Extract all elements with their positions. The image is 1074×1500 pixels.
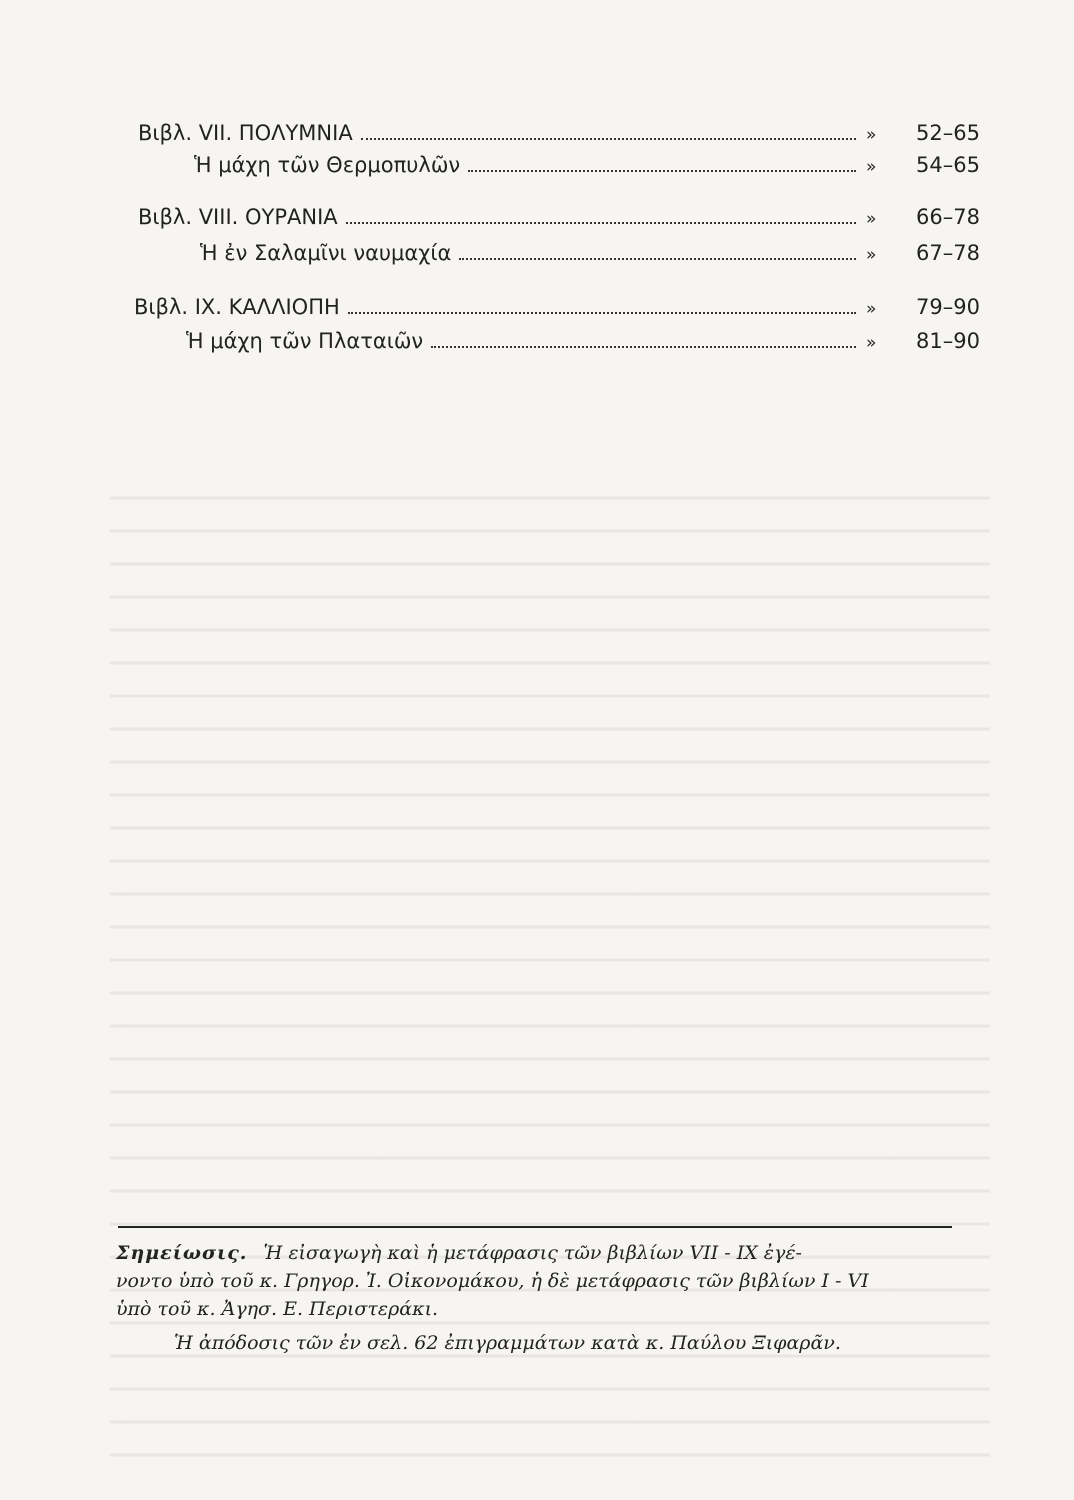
toc-entry-label: Ἡ μάχη τῶν Πλαταιῶν: [186, 329, 424, 353]
page-range: 67–78: [916, 241, 980, 265]
footnote-line-3: ὑπὸ τοῦ κ. Ἀγησ. Ε. Περιστεράκι.: [116, 1298, 439, 1320]
toc-entry-plataea: [186, 328, 980, 356]
dot-leader: [348, 310, 856, 314]
ditto-mark: »: [866, 125, 877, 145]
dot-leader: [431, 344, 856, 348]
footnote-line-4: Ἡ ἀπόδοσις τῶν ἐν σελ. 62 ἐπιγραμμάτων κατὰ κ. Παύλου Ξιφαρᾶν.: [174, 1332, 841, 1354]
toc-entry-label: Ἡ ἐν Σαλαμῖνι ναυμαχία: [200, 241, 452, 265]
footnote-text: Ἡ εἰσαγωγὴ καὶ ἡ μετάφρασις τῶν βιβλίων VII - IX ἐγέ-: [263, 1242, 802, 1264]
page-range: 81–90: [916, 329, 980, 353]
page-range: 54–65: [916, 153, 980, 177]
dot-leader: [459, 256, 856, 260]
ditto-mark: »: [866, 245, 877, 265]
toc-entry-book-ix: [134, 294, 980, 322]
ditto-mark: »: [866, 333, 877, 353]
show-through-texture: [110, 470, 990, 1480]
toc-entry-label: Βιβλ. VII. ΠΟΛΥΜΝΙΑ: [138, 121, 353, 145]
page-range: 52–65: [916, 121, 980, 145]
dot-leader: [346, 220, 856, 224]
ditto-mark: »: [866, 299, 877, 319]
toc-entry-book-viii: [138, 204, 980, 232]
ditto-mark: »: [866, 157, 877, 177]
toc-entry-salamis: [200, 240, 980, 268]
toc-entry-label: Ἡ μάχη τῶν Θερμοπυλῶν: [194, 153, 461, 177]
footnote-rule: [118, 1226, 952, 1228]
toc-entry-label: Βιβλ. VIII. ΟΥΡΑΝΙΑ: [138, 205, 338, 229]
toc-entry-book-vii: [138, 120, 980, 148]
footnote-line-2: νοντο ὑπὸ τοῦ κ. Γρηγορ. Ἰ. Οἰκονομάκου, ἡ δὲ μετάφρασις τῶν βιβλίων I - VI: [116, 1270, 869, 1292]
page-range: 66–78: [916, 205, 980, 229]
ditto-mark: »: [866, 209, 877, 229]
dot-leader: [468, 168, 856, 172]
toc-entry-thermopylae: [194, 152, 980, 180]
footnote-line-1: [116, 1240, 964, 1266]
page-range: 79–90: [916, 295, 980, 319]
footnote-keyword: Σημείωσις.: [116, 1242, 248, 1264]
dot-leader: [361, 136, 856, 140]
toc-entry-label: Βιβλ. IX. ΚΑΛΛΙΟΠΗ: [134, 295, 340, 319]
